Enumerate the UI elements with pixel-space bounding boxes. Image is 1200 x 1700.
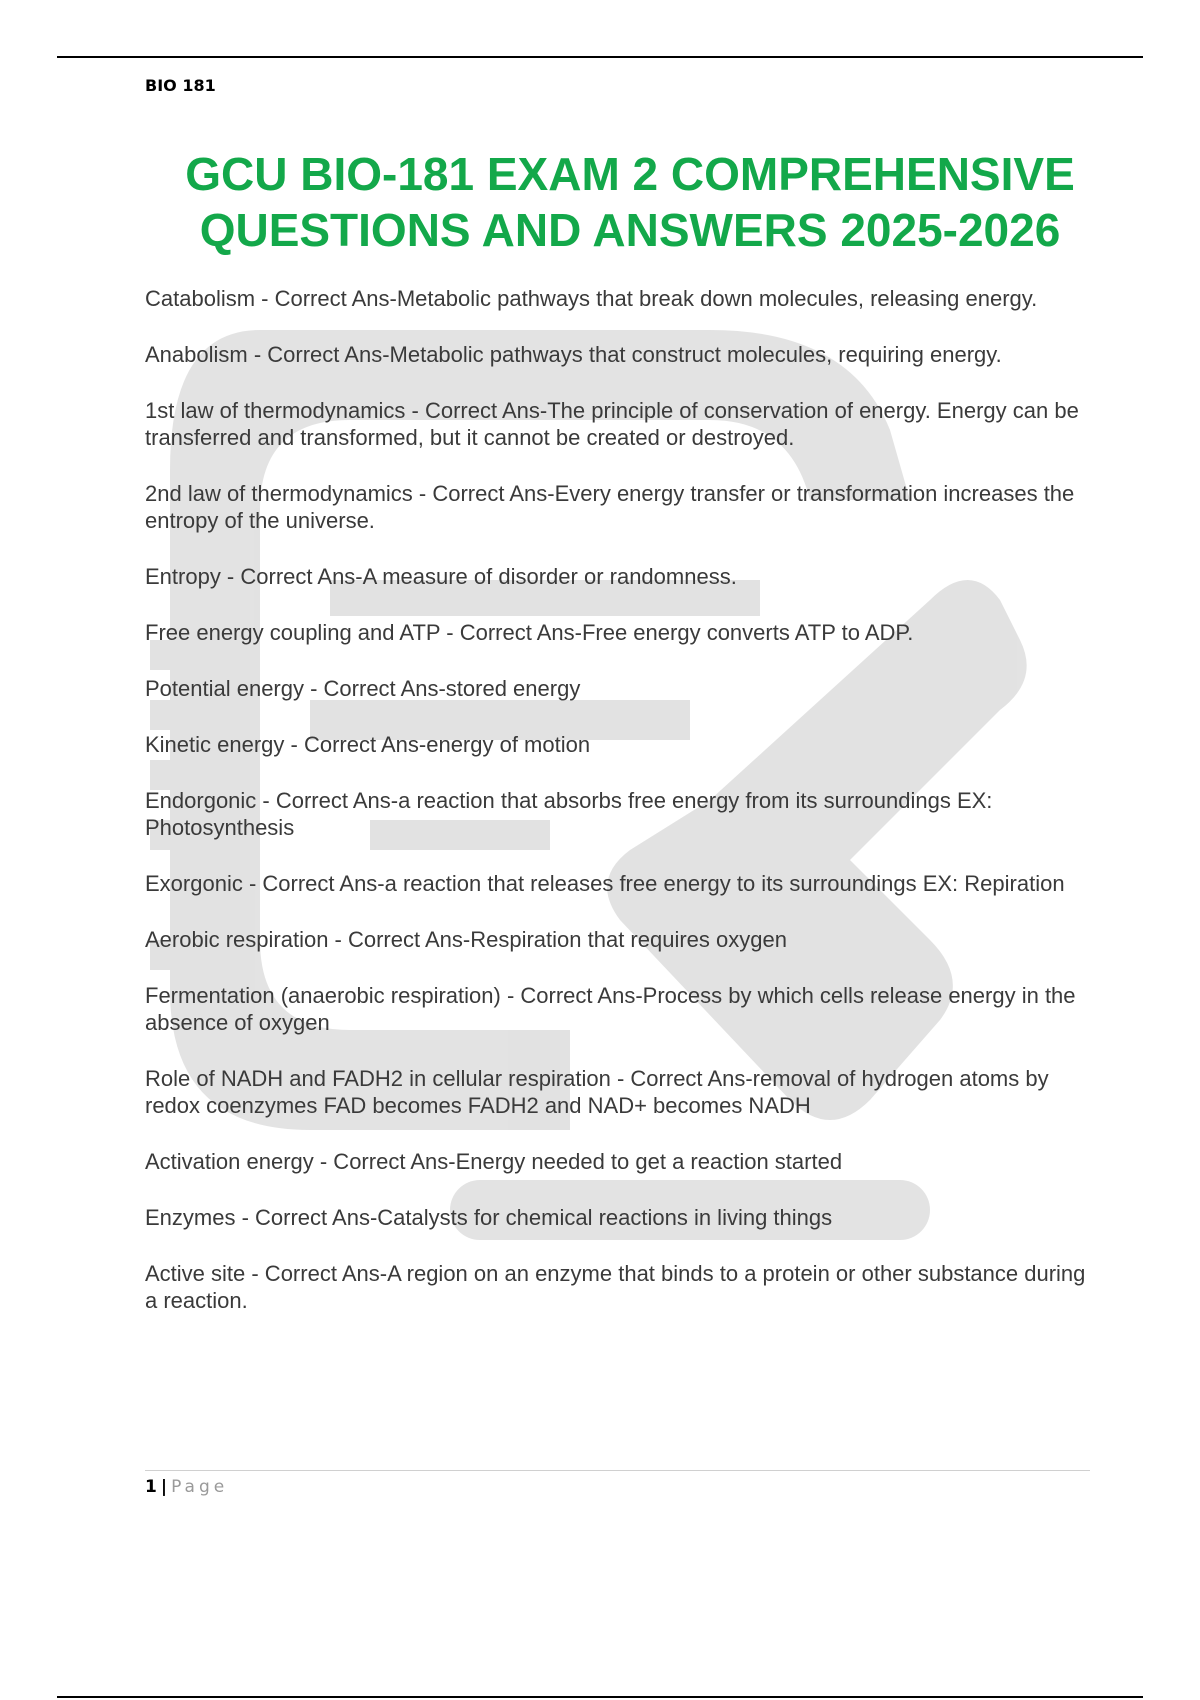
footer-rule	[145, 1470, 1090, 1471]
qa-entry-second-law: 2nd law of thermodynamics - Correct Ans-Every energy transfer or transformation increases the entropy of the universe.	[145, 481, 1075, 533]
page-footer	[145, 1477, 228, 1497]
qa-entry-exorgonic: Exorgonic - Correct Ans-a reaction that releases free energy to its surroundings EX: Repiration	[145, 871, 1065, 896]
qa-entry-endorgonic: Endorgonic - Correct Ans-a reaction that absorbs free energy from its surroundings EX: Photosynthesis	[145, 788, 993, 840]
qa-entry-entropy: Entropy - Correct Ans-A measure of disorder or randomness.	[145, 564, 737, 589]
footer-separator: |	[160, 1477, 168, 1497]
title-line-2: QUESTIONS AND ANSWERS 2025-2026	[199, 204, 1061, 256]
qa-entry-active-site: Active site - Correct Ans-A region on an enzyme that binds to a protein or other substance during a reaction.	[145, 1261, 1086, 1313]
qa-entry-nadh-fadh2: Role of NADH and FADH2 in cellular respiration - Correct Ans-removal of hydrogen atoms by redox coenzymes FAD becomes FADH2 and NAD+ becomes NADH	[145, 1066, 1049, 1118]
qa-entry-enzymes: Enzymes - Correct Ans-Catalysts for chemical reactions in living things	[145, 1205, 833, 1230]
qa-entries-list	[145, 285, 1090, 1343]
qa-entry-free-energy-coupling: Free energy coupling and ATP - Correct Ans-Free energy converts ATP to ADP.	[145, 620, 914, 645]
qa-entry-activation-energy: Activation energy - Correct Ans-Energy needed to get a reaction started	[145, 1149, 843, 1174]
page-word: Page	[171, 1477, 229, 1497]
qa-entry-anabolism: Anabolism - Correct Ans-Metabolic pathways that construct molecules, requiring energy.	[145, 342, 1002, 367]
bottom-rule	[57, 1696, 1143, 1698]
qa-entry-potential-energy: Potential energy - Correct Ans-stored energy	[145, 676, 581, 701]
page-number: 1	[145, 1477, 157, 1497]
course-label: BIO 181	[145, 76, 216, 95]
qa-entry-aerobic-respiration: Aerobic respiration - Correct Ans-Respiration that requires oxygen	[145, 927, 787, 952]
qa-entry-kinetic-energy: Kinetic energy - Correct Ans-energy of motion	[145, 732, 591, 757]
qa-entry-catabolism: Catabolism - Correct Ans-Metabolic pathways that break down molecules, releasing energy.	[145, 286, 1038, 311]
qa-entry-first-law: 1st law of thermodynamics - Correct Ans-The principle of conservation of energy. Energy can be transferred and transformed, but it cannot be created or destroyed.	[145, 398, 1079, 450]
document-title	[0, 146, 1200, 258]
top-rule	[57, 56, 1143, 58]
title-line-1: GCU BIO-181 EXAM 2 COMPREHENSIVE	[185, 148, 1075, 200]
qa-entry-fermentation: Fermentation (anaerobic respiration) - Correct Ans-Process by which cells release energy in the absence of oxygen	[145, 983, 1076, 1035]
